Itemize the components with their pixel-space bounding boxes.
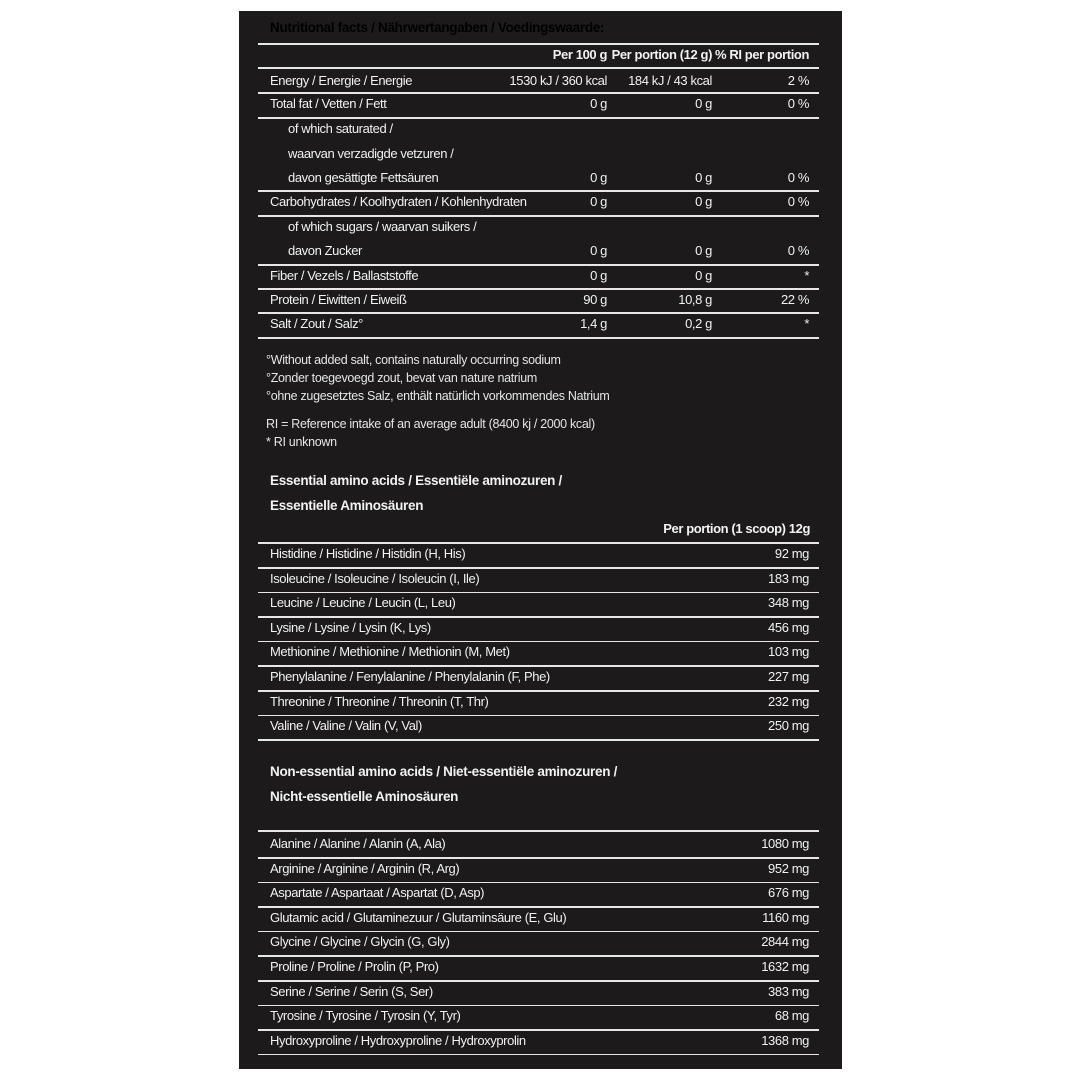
essential-amino-row <box>258 644 819 662</box>
amino-acid-amount: 348 mg <box>768 595 809 611</box>
divider <box>258 665 819 667</box>
per-portion-value: 0 g <box>695 96 712 111</box>
ri-value: 0 % <box>787 170 809 185</box>
row-label-line: of which sugars / waarvan suikers / <box>288 219 477 234</box>
per-100g-value: 0 g <box>590 268 607 283</box>
row-label-line: waarvan verzadigde vetzuren / <box>288 146 454 161</box>
amino-acid-name: Leucine / Leucine / Leucin (L, Leu) <box>270 595 456 611</box>
row-label: Total fat / Vetten / Fett <box>270 96 387 111</box>
nonessential-title-line1: Non-essential amino acids / Niet-essentiële aminozuren / <box>270 764 618 779</box>
amino-acid-name: Serine / Serine / Serin (S, Ser) <box>270 983 433 999</box>
per-100g-value: 1,4 g <box>580 316 607 331</box>
essential-amino-row <box>258 669 819 687</box>
nonessential-amino-row <box>258 861 819 879</box>
per-100g-value: 0 g <box>590 243 607 258</box>
divider <box>258 980 819 982</box>
divider <box>258 337 819 339</box>
divider <box>258 43 819 45</box>
row-label: Protein / Eiwitten / Eiweiß <box>270 292 407 307</box>
per-100g-value: 1530 kJ / 360 kcal <box>509 73 607 88</box>
footnote-en: °Without added salt, contains naturally occurring sodium <box>266 353 561 367</box>
divider <box>258 592 819 594</box>
nonessential-amino-row <box>258 1008 819 1026</box>
divider <box>258 67 819 69</box>
essential-amino-row <box>258 595 819 613</box>
divider <box>258 264 819 266</box>
divider <box>258 616 819 618</box>
amino-acid-name: Alanine / Alanine / Alanin (A, Ala) <box>270 836 446 851</box>
per-portion-value: 10,8 g <box>678 292 712 307</box>
amino-acid-amount: 1632 mg <box>761 959 809 974</box>
divider <box>258 312 819 314</box>
ri-value: * <box>804 268 809 283</box>
amino-acid-amount: 1080 mg <box>761 836 809 851</box>
divider <box>258 288 819 290</box>
ri-value: 22 % <box>780 292 809 307</box>
divider <box>258 931 819 933</box>
amino-acid-name: Methionine / Methionine / Methionin (M, Met) <box>270 644 510 660</box>
header-ri-per-portion: % RI per portion <box>715 47 809 62</box>
nutrition-row-carbohydrates <box>258 194 819 212</box>
row-label: Fiber / Vezels / Ballaststoffe <box>270 268 419 283</box>
per-100g-value: 90 g <box>583 292 607 307</box>
divider <box>258 567 819 569</box>
amino-acid-amount: 232 mg <box>768 693 809 709</box>
row-label-line: davon gesättigte Fettsäuren <box>288 170 439 185</box>
amino-acid-amount: 383 mg <box>768 983 809 999</box>
divider <box>258 882 819 884</box>
ri-unknown-note: * RI unknown <box>266 435 337 449</box>
per-portion-value: 0 g <box>695 194 712 209</box>
amino-acid-name: Isoleucine / Isoleucine / Isoleucin (I, Ile) <box>270 570 480 586</box>
nonessential-amino-row <box>258 959 819 977</box>
ri-definition: RI = Reference intake of an average adult (8400 kj / 2000 kcal) <box>266 417 595 431</box>
nutrition-title: Nutritional facts / Nährwertangaben / Voedingswaarde: <box>270 20 605 35</box>
divider <box>258 690 819 692</box>
amino-acid-amount: 92 mg <box>774 546 809 561</box>
ri-value: 2 % <box>787 73 809 88</box>
nonessential-title-line2: Nicht-essentielle Aminosäuren <box>270 789 459 804</box>
per-100g-value: 0 g <box>590 194 607 209</box>
amino-acid-amount: 103 mg <box>768 644 809 660</box>
amino-acid-name: Histidine / Histidine / Histidin (H, His) <box>270 546 466 561</box>
divider <box>258 641 819 643</box>
ri-value: 0 % <box>787 96 809 111</box>
row-label: Salt / Zout / Salz° <box>270 316 363 331</box>
footnote-de: °ohne zugesetztes Salz, enthält natürlich vorkommendes Natrium <box>266 389 610 403</box>
header-per-100g: Per 100 g <box>552 47 607 62</box>
essential-amino-row <box>258 571 819 589</box>
footnote-nl: °Zonder toegevoegd zout, bevat van nature natrium <box>266 371 538 385</box>
nonessential-amino-row <box>258 910 819 928</box>
per-100g-value: 0 g <box>590 96 607 111</box>
amino-acid-amount: 1368 mg <box>761 1032 809 1048</box>
nutrition-row-salt <box>258 316 819 334</box>
amino-acid-amount: 250 mg <box>768 718 809 734</box>
essential-amino-row <box>258 694 819 712</box>
nutrition-row-energy <box>258 73 819 91</box>
amino-acid-name: Proline / Proline / Prolin (P, Pro) <box>270 959 439 974</box>
amino-acid-amount: 183 mg <box>768 570 809 586</box>
divider <box>258 1029 819 1031</box>
divider <box>258 1005 819 1007</box>
nutrition-row-fiber <box>258 268 819 286</box>
ri-value: * <box>804 316 809 331</box>
row-label: Energy / Energie / Energie <box>270 73 413 88</box>
row-label-line: davon Zucker <box>288 243 362 258</box>
per-100g-value: 0 g <box>590 170 607 185</box>
amino-acid-amount: 952 mg <box>768 860 809 876</box>
divider <box>258 906 819 908</box>
nutrition-row-fat <box>258 96 819 114</box>
nutrition-row-saturated <box>258 121 819 187</box>
divider <box>258 857 819 859</box>
nonessential-amino-row <box>258 836 819 854</box>
essential-amino-row <box>258 546 819 564</box>
amino-acid-amount: 2844 mg <box>761 934 809 950</box>
amino-acid-amount: 68 mg <box>774 1008 809 1024</box>
divider <box>258 955 819 957</box>
ri-value: 0 % <box>787 194 809 209</box>
row-label: Carbohydrates / Koolhydraten / Kohlenhydraten <box>270 194 527 209</box>
amino-acid-name: Threonine / Threonine / Threonin (T, Thr) <box>270 693 489 709</box>
divider <box>258 830 819 832</box>
divider <box>258 215 819 217</box>
nonessential-amino-row <box>258 984 819 1002</box>
essential-title-line1: Essential amino acids / Essentiële aminozuren / <box>270 473 563 488</box>
amino-acid-name: Glycine / Glycine / Glycin (G, Gly) <box>270 934 450 950</box>
nonessential-amino-row <box>258 885 819 903</box>
per-portion-value: 184 kJ / 43 kcal <box>628 73 712 88</box>
nutrition-row-sugars <box>258 219 819 261</box>
amino-acid-name: Phenylalanine / Fenylalanine / Phenylalanin (F, Phe) <box>270 669 550 684</box>
per-portion-value: 0 g <box>695 268 712 283</box>
nutrition-row-protein <box>258 292 819 310</box>
divider <box>258 715 819 717</box>
amino-acid-name: Aspartate / Aspartaat / Aspartat (D, Asp) <box>270 885 485 901</box>
nutrition-header-row <box>258 47 819 65</box>
ri-value: 0 % <box>787 243 809 258</box>
essential-amino-row <box>258 718 819 736</box>
divider <box>258 92 819 94</box>
amino-acid-amount: 1160 mg <box>762 909 809 925</box>
amino-acid-amount: 676 mg <box>768 885 809 901</box>
divider <box>258 190 819 192</box>
essential-title-line2: Essentielle Aminosäuren <box>270 498 424 513</box>
per-portion-value: 0 g <box>695 170 712 185</box>
amino-acid-name: Arginine / Arginine / Arginin (R, Arg) <box>270 860 460 876</box>
amino-acid-name: Glutamic acid / Glutaminezuur / Glutaminsäure (E, Glu) <box>270 909 567 925</box>
divider <box>258 542 819 544</box>
divider <box>258 739 819 741</box>
divider <box>258 1054 819 1056</box>
amino-acid-amount: 227 mg <box>768 669 809 684</box>
nonessential-amino-row <box>258 934 819 952</box>
amino-acid-name: Tyrosine / Tyrosine / Tyrosin (Y, Tyr) <box>270 1008 461 1024</box>
amino-acid-name: Hydroxyproline / Hydroxyproline / Hydroxyprolin <box>270 1032 526 1048</box>
row-label-line: of which saturated / <box>288 121 393 136</box>
amino-acid-name: Lysine / Lysine / Lysin (K, Lys) <box>270 619 431 635</box>
per-portion-value: 0,2 g <box>685 316 712 331</box>
divider <box>258 117 819 119</box>
amino-acid-amount: 456 mg <box>768 619 809 635</box>
essential-amino-row <box>258 620 819 638</box>
nonessential-amino-row <box>258 1033 819 1051</box>
per-portion-value: 0 g <box>695 243 712 258</box>
essential-column-header: Per portion (1 scoop) 12g <box>663 521 810 536</box>
header-per-portion: Per portion (12 g) <box>611 47 712 62</box>
amino-acid-name: Valine / Valine / Valin (V, Val) <box>270 718 422 734</box>
